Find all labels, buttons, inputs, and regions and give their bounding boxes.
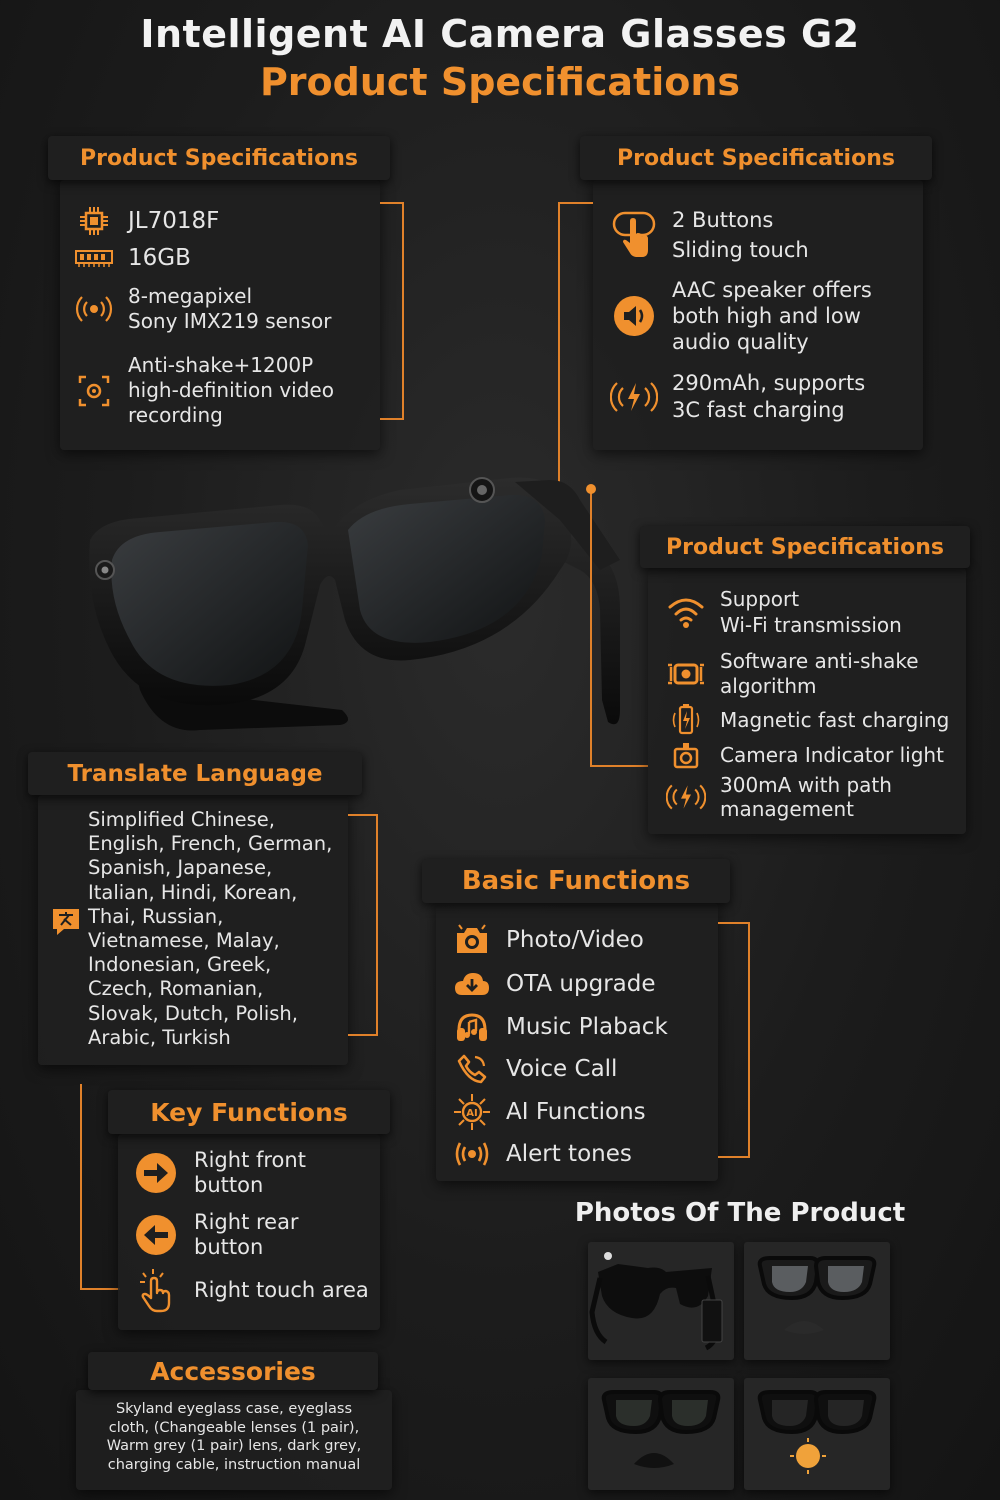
- specs-mid-leader-h: [590, 765, 648, 767]
- battery-icon: [666, 700, 706, 740]
- glasses-image: [80, 460, 640, 740]
- spec-item-path: [666, 773, 892, 821]
- basic-item: [452, 1134, 632, 1174]
- basic-text: OTA upgrade: [506, 971, 656, 997]
- cloud-download-icon: [452, 964, 492, 1004]
- spec-item-chip: [74, 201, 219, 241]
- spec-text: Anti-shake+1200P high-definition video recording: [128, 353, 334, 427]
- basic-item: [452, 1007, 668, 1047]
- spec-text: JL7018F: [128, 208, 220, 234]
- basic-text: Voice Call: [506, 1056, 618, 1082]
- spec-text: Software anti-shake algorithm: [720, 649, 919, 698]
- basic-text: Photo/Video: [506, 927, 644, 953]
- basic-item: [452, 1092, 646, 1132]
- basic-item: [452, 920, 644, 960]
- spec-text: Support Wi-Fi transmission: [720, 587, 902, 637]
- basic-bracket: [718, 922, 750, 1158]
- translate-bracket: [348, 814, 378, 1036]
- key-tab: Key Functions: [108, 1090, 390, 1134]
- key-item: [134, 1266, 369, 1314]
- phone-icon: [452, 1049, 492, 1089]
- music-icon: [452, 1007, 492, 1047]
- spec-item-wifi: [666, 586, 902, 638]
- product-photo-4: [744, 1378, 890, 1490]
- basic-text: AI Functions: [506, 1099, 646, 1125]
- specs-left-bracket: [380, 202, 404, 420]
- key-text: Right rear button: [194, 1210, 299, 1259]
- key-item: [134, 1148, 306, 1198]
- spec-text: Magnetic fast charging: [720, 707, 950, 732]
- spec-item-memory: [74, 238, 191, 278]
- photo-video-icon: [452, 920, 492, 960]
- product-photo-2: [744, 1242, 890, 1360]
- spec-item-indicator: [666, 735, 944, 775]
- spec-item-speaker: [610, 277, 872, 355]
- camera-light-icon: [666, 735, 706, 775]
- translate-languages: Simplified Chinese, English, French, German, Spanish, Japanese, Italian, Hindi, Korean, Thai, Russian, Vietnamese, Malay, Indonesian, Greek, Czech, Romanian, Slovak, Dutch, Polish, Arabic, Turkish: [88, 808, 333, 1049]
- product-photo-1: [588, 1242, 734, 1360]
- page-title: Intelligent AI Camera Glasses G2: [140, 12, 860, 56]
- arrow-left-icon: [134, 1213, 178, 1257]
- leader-dot: [586, 484, 596, 494]
- ai-icon: [452, 1092, 492, 1132]
- spec-text: 300mA with path management: [720, 773, 892, 821]
- basic-item: [452, 964, 656, 1004]
- svg-text:AI: AI: [466, 1108, 478, 1119]
- translate-icon: [48, 904, 84, 940]
- spec-item-magnetic: [666, 700, 949, 740]
- touch-icon: [610, 209, 658, 261]
- spec-item-anti-shake: [666, 649, 919, 699]
- charging-icon: [610, 373, 658, 421]
- speaker-icon: [610, 292, 658, 340]
- accessories-tab: Accessories: [88, 1352, 378, 1390]
- sensor-wave-icon: [74, 289, 114, 329]
- page-subtitle: Product Specifications: [259, 60, 741, 104]
- camera-shake-icon: [666, 654, 706, 694]
- spec-text: 2 Buttons Sliding touch: [672, 208, 809, 262]
- specs-mid-tab: Product Specifications: [640, 526, 970, 568]
- charging-icon: [666, 777, 706, 817]
- spec-text: 16GB: [128, 245, 191, 271]
- spec-item-sensor: [74, 284, 331, 334]
- wifi-icon: [666, 592, 706, 632]
- spec-item-touch: [610, 205, 809, 265]
- specs-right-tab: Product Specifications: [580, 136, 932, 180]
- key-text: Right touch area: [194, 1277, 369, 1302]
- specs-left-tab: Product Specifications: [48, 136, 390, 180]
- specs-mid-leader-v: [590, 488, 592, 766]
- alert-icon: [452, 1134, 492, 1174]
- product-photo-3: [588, 1378, 734, 1490]
- spec-text: 8-megapixel Sony IMX219 sensor: [128, 284, 332, 333]
- memory-icon: [74, 238, 114, 278]
- basic-text: Music Plaback: [506, 1014, 668, 1040]
- spec-item-battery: [610, 370, 865, 424]
- basic-text: Alert tones: [506, 1141, 632, 1167]
- basic-tab: Basic Functions: [422, 859, 730, 903]
- spec-text: 290mAh, supports 3C fast charging: [672, 371, 866, 422]
- specs-right-bracket: [558, 202, 593, 204]
- spec-text: AAC speaker offers both high and low audio quality: [672, 278, 872, 354]
- key-item: [134, 1210, 299, 1260]
- key-text: Right front button: [194, 1148, 306, 1197]
- hand-touch-icon: [134, 1266, 178, 1314]
- translate-tab: Translate Language: [28, 752, 362, 795]
- accessories-text: Skyland eyeglass case, eyeglass cloth, (Changeable lenses (1 pair), Warm grey (1 pair) lens, dark grey, charging cable, instruction manual: [106, 1401, 362, 1473]
- photos-title: Photos Of The Product: [574, 1198, 906, 1228]
- chip-icon: [74, 201, 114, 241]
- basic-item: [452, 1049, 617, 1089]
- arrow-right-icon: [134, 1151, 178, 1195]
- spec-text: Camera Indicator light: [720, 742, 944, 767]
- video-focus-icon: [74, 371, 114, 411]
- specs-right-leader: [558, 202, 560, 484]
- spec-item-video: [74, 353, 334, 428]
